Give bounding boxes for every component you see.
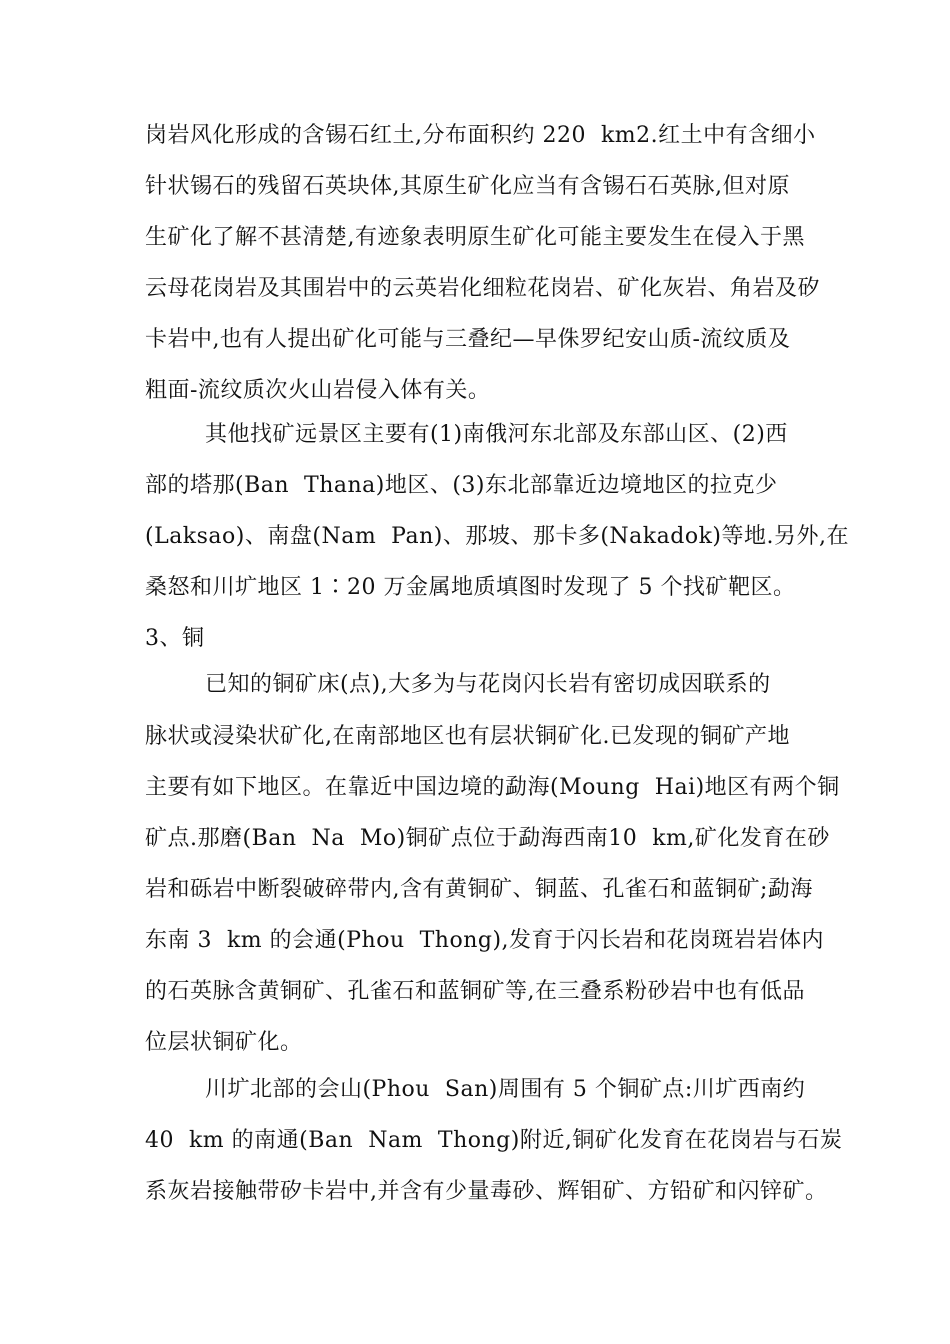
text-line: 卡岩中,也有人提出矿化可能与三叠纪—早侏罗纪安山质-流纹质及 (145, 327, 791, 352)
text-line: 其他找矿远景区主要有(1)南俄河东北部及东部山区、(2)西 (145, 422, 788, 447)
text-line: 川圹北部的会山(Phou San)周围有 5 个铜矿点:川圹西南约 (145, 1077, 806, 1102)
text-line: 部的塔那(Ban Thana)地区、(3)东北部靠近边境地区的拉克少 (145, 473, 778, 498)
text-line: 桑怒和川圹地区 1∶20 万金属地质填图时发现了 5 个找矿靶区。 (145, 575, 796, 600)
text-line: 已知的铜矿床(点),大多为与花岗闪长岩有密切成因联系的 (145, 672, 771, 697)
text-line: 主要有如下地区。在靠近中国边境的勐海(Moung Hai)地区有两个铜 (145, 775, 840, 800)
text-line: 东南 3 km 的会通(Phou Thong),发育于闪长岩和花岗斑岩岩体内 (145, 928, 825, 953)
text-line: 生矿化了解不甚清楚,有迹象表明原生矿化可能主要发生在侵入于黑 (145, 225, 805, 250)
text-line: 岩和砾岩中断裂破碎带内,含有黄铜矿、铜蓝、孔雀石和蓝铜矿;勐海 (145, 877, 813, 902)
text-line: 矿点.那磨(Ban Na Mo)铜矿点位于勐海西南10 km,矿化发育在砂 (145, 826, 830, 851)
text-line: (Laksao)、南盘(Nam Pan)、那坡、那卡多(Nakadok)等地.另外,在 (145, 524, 849, 549)
text-line: 云母花岗岩及其围岩中的云英岩化细粒花岗岩、矿化灰岩、角岩及矽 (145, 276, 821, 301)
text-line: 位层状铜矿化。 (145, 1030, 303, 1055)
text-line: 粗面-流纹质次火山岩侵入体有关。 (145, 378, 491, 403)
text-line: 系灰岩接触带矽卡岩中,并含有少量毒砂、辉钼矿、方铅矿和闪锌矿。 (145, 1179, 828, 1204)
text-line: 脉状或浸染状矿化,在南部地区也有层状铜矿化.已发现的铜矿产地 (145, 724, 790, 749)
section-heading: 3、铜 (145, 626, 205, 651)
text-line: 岗岩风化形成的含锡石红土,分布面积约 220 km2.红土中有含细小 (145, 123, 816, 148)
text-line: 40 km 的南通(Ban Nam Thong)附近,铜矿化发育在花岗岩与石炭 (145, 1128, 843, 1153)
text-line: 的石英脉含黄铜矿、孔雀石和蓝铜矿等,在三叠系粉砂岩中也有低品 (145, 979, 805, 1004)
text-line: 针状锡石的残留石英块体,其原生矿化应当有含锡石石英脉,但对原 (145, 174, 790, 199)
